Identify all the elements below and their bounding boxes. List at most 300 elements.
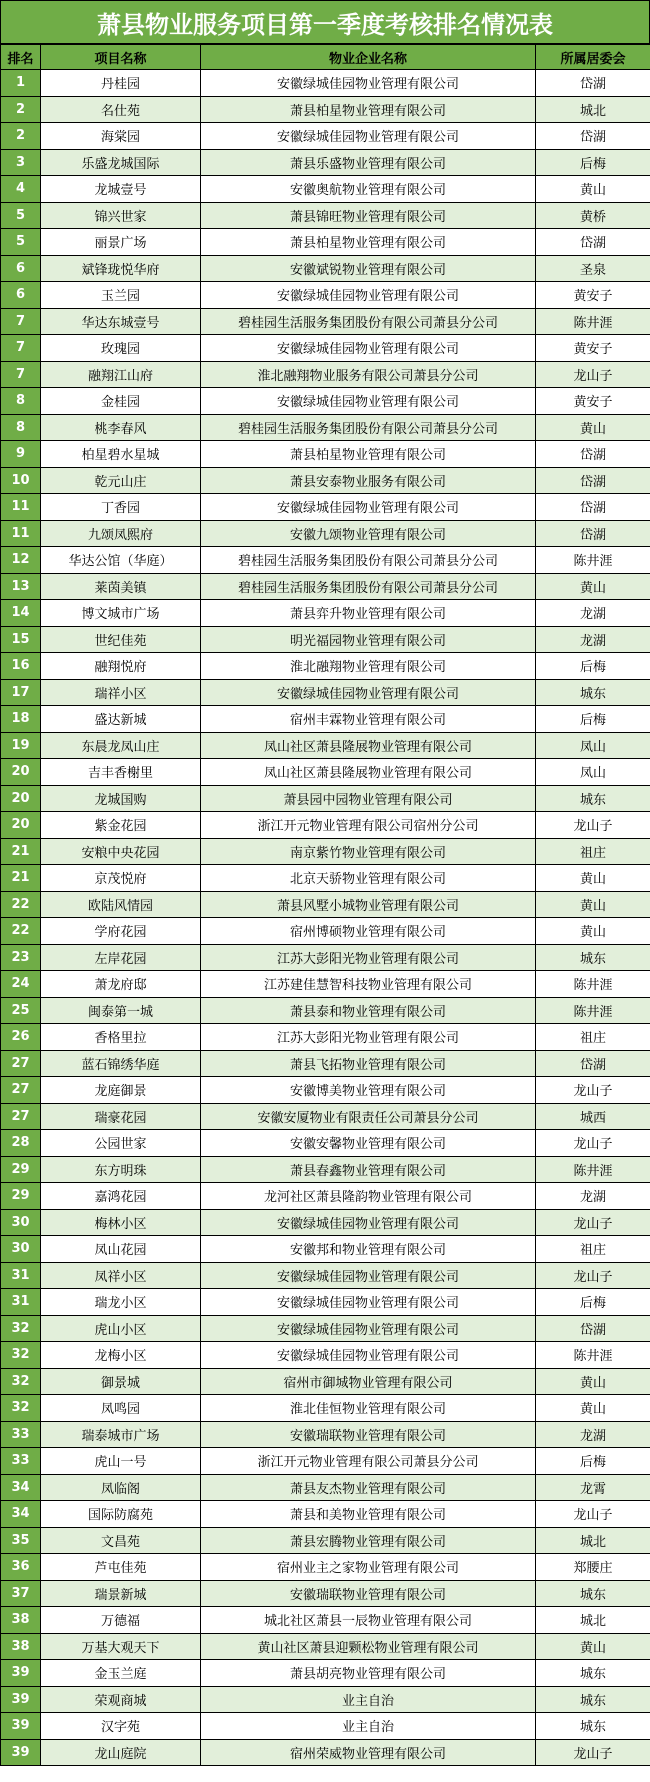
table-row bbox=[1, 653, 650, 680]
committee-cell: 城东 bbox=[536, 1686, 650, 1713]
project-name-cell: 融翔江山府 bbox=[41, 361, 201, 388]
column-header-project: 项目名称 bbox=[41, 45, 201, 70]
rank-cell: 4 bbox=[1, 176, 41, 203]
rank-cell: 13 bbox=[1, 573, 41, 600]
column-header-rank: 排名 bbox=[1, 45, 41, 70]
committee-cell: 城北 bbox=[536, 1527, 650, 1554]
committee-cell: 后梅 bbox=[536, 1448, 650, 1475]
committee-cell: 陈井涯 bbox=[536, 1156, 650, 1183]
company-name-cell: 萧县弈升物业管理有限公司 bbox=[201, 600, 536, 627]
project-name-cell: 瑞豪花园 bbox=[41, 1103, 201, 1130]
project-name-cell: 桃李春风 bbox=[41, 414, 201, 441]
committee-cell: 龙山子 bbox=[536, 1262, 650, 1289]
company-name-cell: 业主自治 bbox=[201, 1686, 536, 1713]
table-row bbox=[1, 361, 650, 388]
company-name-cell: 业主自治 bbox=[201, 1713, 536, 1740]
rank-cell: 7 bbox=[1, 361, 41, 388]
rank-cell: 39 bbox=[1, 1686, 41, 1713]
project-name-cell: 华达公馆（华庭） bbox=[41, 547, 201, 574]
table-row bbox=[1, 1713, 650, 1740]
committee-cell: 黄山 bbox=[536, 176, 650, 203]
committee-cell: 龙山子 bbox=[536, 812, 650, 839]
rank-cell: 18 bbox=[1, 706, 41, 733]
table-row bbox=[1, 1554, 650, 1581]
company-name-cell: 江苏大彭阳光物业管理有限公司 bbox=[201, 1024, 536, 1051]
rank-cell: 16 bbox=[1, 653, 41, 680]
company-name-cell: 萧县柏星物业管理有限公司 bbox=[201, 441, 536, 468]
project-name-cell: 九颂凤熙府 bbox=[41, 520, 201, 547]
company-name-cell: 碧桂园生活服务集团股份有限公司萧县分公司 bbox=[201, 308, 536, 335]
committee-cell: 祖庄 bbox=[536, 838, 650, 865]
company-name-cell: 萧县胡亮物业管理有限公司 bbox=[201, 1660, 536, 1687]
table-row bbox=[1, 149, 650, 176]
rank-cell: 21 bbox=[1, 865, 41, 892]
committee-cell: 龙山子 bbox=[536, 1130, 650, 1157]
company-name-cell: 碧桂园生活服务集团股份有限公司萧县分公司 bbox=[201, 547, 536, 574]
rank-cell: 30 bbox=[1, 1236, 41, 1263]
project-name-cell: 闽泰第一城 bbox=[41, 997, 201, 1024]
table-row bbox=[1, 812, 650, 839]
company-name-cell: 萧县宏腾物业管理有限公司 bbox=[201, 1527, 536, 1554]
company-name-cell: 安徽绿城佳园物业管理有限公司 bbox=[201, 388, 536, 415]
committee-cell: 黄山 bbox=[536, 1368, 650, 1395]
rank-cell: 5 bbox=[1, 229, 41, 256]
project-name-cell: 安粮中央花园 bbox=[41, 838, 201, 865]
company-name-cell: 安徽博美物业管理有限公司 bbox=[201, 1077, 536, 1104]
committee-cell: 龙湖 bbox=[536, 600, 650, 627]
project-name-cell: 东方明珠 bbox=[41, 1156, 201, 1183]
project-name-cell: 玫瑰园 bbox=[41, 335, 201, 362]
company-name-cell: 淮北融翔物业服务有限公司萧县分公司 bbox=[201, 361, 536, 388]
project-name-cell: 名仕苑 bbox=[41, 96, 201, 123]
rank-cell: 33 bbox=[1, 1448, 41, 1475]
rank-cell: 32 bbox=[1, 1315, 41, 1342]
project-name-cell: 龙山庭院 bbox=[41, 1739, 201, 1766]
table-row bbox=[1, 1024, 650, 1051]
company-name-cell: 萧县飞拓物业管理有限公司 bbox=[201, 1050, 536, 1077]
company-name-cell: 明光福园物业管理有限公司 bbox=[201, 626, 536, 653]
table-row bbox=[1, 96, 650, 123]
table-row bbox=[1, 70, 650, 97]
company-name-cell: 淮北融翔物业管理有限公司 bbox=[201, 653, 536, 680]
rank-cell: 27 bbox=[1, 1103, 41, 1130]
project-name-cell: 瑞泰城市广场 bbox=[41, 1421, 201, 1448]
committee-cell: 岱湖 bbox=[536, 123, 650, 150]
committee-cell: 岱湖 bbox=[536, 229, 650, 256]
rank-cell: 7 bbox=[1, 308, 41, 335]
project-name-cell: 丽景广场 bbox=[41, 229, 201, 256]
project-name-cell: 龙庭御景 bbox=[41, 1077, 201, 1104]
table-row bbox=[1, 573, 650, 600]
table-row bbox=[1, 388, 650, 415]
company-name-cell: 江苏建佳慧智科技物业管理有限公司 bbox=[201, 971, 536, 998]
company-name-cell: 江苏大彭阳光物业管理有限公司 bbox=[201, 944, 536, 971]
committee-cell: 龙山子 bbox=[536, 1501, 650, 1528]
table-row bbox=[1, 1209, 650, 1236]
company-name-cell: 安徽斌锐物业管理有限公司 bbox=[201, 255, 536, 282]
company-name-cell: 安徽绿城佳园物业管理有限公司 bbox=[201, 679, 536, 706]
committee-cell: 城东 bbox=[536, 785, 650, 812]
company-name-cell: 安徽绿城佳园物业管理有限公司 bbox=[201, 1209, 536, 1236]
table-row bbox=[1, 308, 650, 335]
company-name-cell: 萧县友杰物业管理有限公司 bbox=[201, 1474, 536, 1501]
committee-cell: 黄山 bbox=[536, 918, 650, 945]
project-name-cell: 御景城 bbox=[41, 1368, 201, 1395]
table-row bbox=[1, 176, 650, 203]
table-row bbox=[1, 785, 650, 812]
company-name-cell: 碧桂园生活服务集团股份有限公司萧县分公司 bbox=[201, 414, 536, 441]
company-name-cell: 南京紫竹物业管理有限公司 bbox=[201, 838, 536, 865]
rank-cell: 6 bbox=[1, 282, 41, 309]
project-name-cell: 丁香园 bbox=[41, 494, 201, 521]
project-name-cell: 柏星碧水星城 bbox=[41, 441, 201, 468]
project-name-cell: 虎山小区 bbox=[41, 1315, 201, 1342]
rank-cell: 30 bbox=[1, 1209, 41, 1236]
project-name-cell: 国际防腐苑 bbox=[41, 1501, 201, 1528]
header-row bbox=[1, 45, 650, 70]
rank-cell: 21 bbox=[1, 838, 41, 865]
table-row bbox=[1, 1130, 650, 1157]
committee-cell: 龙山子 bbox=[536, 1077, 650, 1104]
committee-cell: 龙山子 bbox=[536, 1209, 650, 1236]
table-row bbox=[1, 1660, 650, 1687]
company-name-cell: 安徽绿城佳园物业管理有限公司 bbox=[201, 123, 536, 150]
company-name-cell: 宿州丰霖物业管理有限公司 bbox=[201, 706, 536, 733]
committee-cell: 陈井涯 bbox=[536, 997, 650, 1024]
company-name-cell: 萧县安泰物业服务有限公司 bbox=[201, 467, 536, 494]
rank-cell: 27 bbox=[1, 1050, 41, 1077]
rank-cell: 32 bbox=[1, 1368, 41, 1395]
rank-cell: 2 bbox=[1, 123, 41, 150]
rank-cell: 11 bbox=[1, 520, 41, 547]
project-name-cell: 斌锋珑悦华府 bbox=[41, 255, 201, 282]
committee-cell: 龙山子 bbox=[536, 361, 650, 388]
table-row bbox=[1, 732, 650, 759]
rank-cell: 7 bbox=[1, 335, 41, 362]
committee-cell: 陈井涯 bbox=[536, 971, 650, 998]
company-name-cell: 城北社区萧县一辰物业管理有限公司 bbox=[201, 1607, 536, 1634]
table-row bbox=[1, 600, 650, 627]
committee-cell: 城北 bbox=[536, 96, 650, 123]
rank-cell: 34 bbox=[1, 1501, 41, 1528]
committee-cell: 黄安子 bbox=[536, 388, 650, 415]
rank-cell: 36 bbox=[1, 1554, 41, 1581]
committee-cell: 岱湖 bbox=[536, 467, 650, 494]
rank-cell: 19 bbox=[1, 732, 41, 759]
project-name-cell: 万德福 bbox=[41, 1607, 201, 1634]
company-name-cell: 宿州博硕物业管理有限公司 bbox=[201, 918, 536, 945]
company-name-cell: 萧县柏星物业管理有限公司 bbox=[201, 96, 536, 123]
project-name-cell: 荣观商城 bbox=[41, 1686, 201, 1713]
project-name-cell: 东晨龙凤山庄 bbox=[41, 732, 201, 759]
table-row bbox=[1, 123, 650, 150]
table-row bbox=[1, 1580, 650, 1607]
column-header-company: 物业企业名称 bbox=[201, 45, 536, 70]
project-name-cell: 华达东城壹号 bbox=[41, 308, 201, 335]
table-row bbox=[1, 1421, 650, 1448]
project-name-cell: 蓝石锦绣华庭 bbox=[41, 1050, 201, 1077]
project-name-cell: 瑞景新城 bbox=[41, 1580, 201, 1607]
table-row bbox=[1, 1236, 650, 1263]
project-name-cell: 金玉兰庭 bbox=[41, 1660, 201, 1687]
rank-cell: 1 bbox=[1, 70, 41, 97]
company-name-cell: 安徽瑞联物业管理有限公司 bbox=[201, 1421, 536, 1448]
rank-cell: 14 bbox=[1, 600, 41, 627]
project-name-cell: 博文城市广场 bbox=[41, 600, 201, 627]
rank-cell: 31 bbox=[1, 1262, 41, 1289]
column-header-committee: 所属居委会 bbox=[536, 45, 650, 70]
project-name-cell: 金桂园 bbox=[41, 388, 201, 415]
table-row bbox=[1, 1183, 650, 1210]
table-row bbox=[1, 1607, 650, 1634]
project-name-cell: 龙梅小区 bbox=[41, 1342, 201, 1369]
committee-cell: 龙湖 bbox=[536, 626, 650, 653]
project-name-cell: 香格里拉 bbox=[41, 1024, 201, 1051]
rank-cell: 10 bbox=[1, 467, 41, 494]
rank-cell: 37 bbox=[1, 1580, 41, 1607]
table-body bbox=[1, 70, 650, 1766]
company-name-cell: 安徽奥航物业管理有限公司 bbox=[201, 176, 536, 203]
rank-cell: 12 bbox=[1, 547, 41, 574]
committee-cell: 黄山 bbox=[536, 865, 650, 892]
table-row bbox=[1, 891, 650, 918]
committee-cell: 圣泉 bbox=[536, 255, 650, 282]
company-name-cell: 北京天骄物业管理有限公司 bbox=[201, 865, 536, 892]
table-row bbox=[1, 1342, 650, 1369]
committee-cell: 岱湖 bbox=[536, 1050, 650, 1077]
project-name-cell: 梅林小区 bbox=[41, 1209, 201, 1236]
company-name-cell: 安徽绿城佳园物业管理有限公司 bbox=[201, 282, 536, 309]
project-name-cell: 锦兴世家 bbox=[41, 202, 201, 229]
table-row bbox=[1, 494, 650, 521]
rank-cell: 33 bbox=[1, 1421, 41, 1448]
table-row bbox=[1, 202, 650, 229]
rank-cell: 26 bbox=[1, 1024, 41, 1051]
rank-cell: 28 bbox=[1, 1130, 41, 1157]
committee-cell: 后梅 bbox=[536, 149, 650, 176]
committee-cell: 城东 bbox=[536, 1580, 650, 1607]
company-name-cell: 淮北佳恒物业管理有限公司 bbox=[201, 1395, 536, 1422]
company-name-cell: 宿州荣威物业管理有限公司 bbox=[201, 1739, 536, 1766]
committee-cell: 凤山 bbox=[536, 759, 650, 786]
committee-cell: 城北 bbox=[536, 1607, 650, 1634]
company-name-cell: 宿州市御城物业管理有限公司 bbox=[201, 1368, 536, 1395]
project-name-cell: 瑞龙小区 bbox=[41, 1289, 201, 1316]
project-name-cell: 龙城壹号 bbox=[41, 176, 201, 203]
rank-cell: 39 bbox=[1, 1739, 41, 1766]
committee-cell: 岱湖 bbox=[536, 70, 650, 97]
company-name-cell: 黄山社区萧县迎颗松物业管理有限公司 bbox=[201, 1633, 536, 1660]
project-name-cell: 欧陆风情园 bbox=[41, 891, 201, 918]
rank-cell: 32 bbox=[1, 1342, 41, 1369]
company-name-cell: 安徽绿城佳园物业管理有限公司 bbox=[201, 494, 536, 521]
committee-cell: 城东 bbox=[536, 944, 650, 971]
project-name-cell: 海棠园 bbox=[41, 123, 201, 150]
rank-cell: 35 bbox=[1, 1527, 41, 1554]
committee-cell: 祖庄 bbox=[536, 1024, 650, 1051]
committee-cell: 陈井涯 bbox=[536, 308, 650, 335]
committee-cell: 黄安子 bbox=[536, 335, 650, 362]
committee-cell: 凤山 bbox=[536, 732, 650, 759]
company-name-cell: 碧桂园生活服务集团股份有限公司萧县分公司 bbox=[201, 573, 536, 600]
rank-cell: 34 bbox=[1, 1474, 41, 1501]
committee-cell: 岱湖 bbox=[536, 1315, 650, 1342]
table-row bbox=[1, 1103, 650, 1130]
table-row bbox=[1, 997, 650, 1024]
committee-cell: 城东 bbox=[536, 1660, 650, 1687]
table-row bbox=[1, 1448, 650, 1475]
table-row bbox=[1, 1527, 650, 1554]
project-name-cell: 公园世家 bbox=[41, 1130, 201, 1157]
table-row bbox=[1, 1050, 650, 1077]
project-name-cell: 融翔悦府 bbox=[41, 653, 201, 680]
table-row bbox=[1, 759, 650, 786]
committee-cell: 陈井涯 bbox=[536, 547, 650, 574]
rank-cell: 5 bbox=[1, 202, 41, 229]
project-name-cell: 乐盛龙城国际 bbox=[41, 149, 201, 176]
company-name-cell: 安徽安厦物业有限责任公司萧县分公司 bbox=[201, 1103, 536, 1130]
project-name-cell: 莱茵美镇 bbox=[41, 573, 201, 600]
company-name-cell: 安徽绿城佳园物业管理有限公司 bbox=[201, 1315, 536, 1342]
company-name-cell: 萧县风墅小城物业管理有限公司 bbox=[201, 891, 536, 918]
company-name-cell: 安徽九颂物业管理有限公司 bbox=[201, 520, 536, 547]
project-name-cell: 嘉鸿花园 bbox=[41, 1183, 201, 1210]
project-name-cell: 学府花园 bbox=[41, 918, 201, 945]
company-name-cell: 萧县泰和物业管理有限公司 bbox=[201, 997, 536, 1024]
rank-cell: 25 bbox=[1, 997, 41, 1024]
company-name-cell: 宿州业主之家物业管理有限公司 bbox=[201, 1554, 536, 1581]
project-name-cell: 紫金花园 bbox=[41, 812, 201, 839]
table-row bbox=[1, 1686, 650, 1713]
table-row bbox=[1, 467, 650, 494]
committee-cell: 黄桥 bbox=[536, 202, 650, 229]
table-row bbox=[1, 282, 650, 309]
project-name-cell: 芦屯佳苑 bbox=[41, 1554, 201, 1581]
company-name-cell: 安徽绿城佳园物业管理有限公司 bbox=[201, 1342, 536, 1369]
table-row bbox=[1, 229, 650, 256]
rank-cell: 23 bbox=[1, 944, 41, 971]
committee-cell: 后梅 bbox=[536, 1289, 650, 1316]
page-title: 萧县物业服务项目第一季度考核排名情况表 bbox=[0, 0, 650, 44]
committee-cell: 岱湖 bbox=[536, 441, 650, 468]
project-name-cell: 世纪佳苑 bbox=[41, 626, 201, 653]
project-name-cell: 汉字苑 bbox=[41, 1713, 201, 1740]
company-name-cell: 龙河社区萧县隆韵物业管理有限公司 bbox=[201, 1183, 536, 1210]
project-name-cell: 龙城国购 bbox=[41, 785, 201, 812]
project-name-cell: 左岸花园 bbox=[41, 944, 201, 971]
rank-cell: 38 bbox=[1, 1607, 41, 1634]
table-row bbox=[1, 679, 650, 706]
project-name-cell: 万基大观天下 bbox=[41, 1633, 201, 1660]
project-name-cell: 萧龙府邸 bbox=[41, 971, 201, 998]
rank-cell: 8 bbox=[1, 414, 41, 441]
committee-cell: 黄山 bbox=[536, 573, 650, 600]
rank-cell: 39 bbox=[1, 1713, 41, 1740]
table-row bbox=[1, 1262, 650, 1289]
company-name-cell: 安徽安馨物业管理有限公司 bbox=[201, 1130, 536, 1157]
table-row bbox=[1, 547, 650, 574]
committee-cell: 后梅 bbox=[536, 653, 650, 680]
rank-cell: 27 bbox=[1, 1077, 41, 1104]
company-name-cell: 浙江开元物业管理有限公司宿州分公司 bbox=[201, 812, 536, 839]
committee-cell: 陈井涯 bbox=[536, 1342, 650, 1369]
table-row bbox=[1, 335, 650, 362]
rank-cell: 8 bbox=[1, 388, 41, 415]
table-row bbox=[1, 520, 650, 547]
company-name-cell: 萧县柏星物业管理有限公司 bbox=[201, 229, 536, 256]
company-name-cell: 浙江开元物业管理有限公司萧县分公司 bbox=[201, 1448, 536, 1475]
company-name-cell: 萧县春鑫物业管理有限公司 bbox=[201, 1156, 536, 1183]
project-name-cell: 盛达新城 bbox=[41, 706, 201, 733]
company-name-cell: 安徽绿城佳园物业管理有限公司 bbox=[201, 1289, 536, 1316]
table-row bbox=[1, 1289, 650, 1316]
committee-cell: 黄山 bbox=[536, 1633, 650, 1660]
table-row bbox=[1, 1368, 650, 1395]
table-header bbox=[1, 45, 650, 70]
table-row bbox=[1, 414, 650, 441]
committee-cell: 城西 bbox=[536, 1103, 650, 1130]
project-name-cell: 乾元山庄 bbox=[41, 467, 201, 494]
committee-cell: 黄安子 bbox=[536, 282, 650, 309]
project-name-cell: 玉兰园 bbox=[41, 282, 201, 309]
committee-cell: 郑腰庄 bbox=[536, 1554, 650, 1581]
company-name-cell: 凤山社区萧县隆展物业管理有限公司 bbox=[201, 732, 536, 759]
ranking-table bbox=[0, 44, 650, 1766]
rank-cell: 22 bbox=[1, 891, 41, 918]
table-row bbox=[1, 1156, 650, 1183]
committee-cell: 祖庄 bbox=[536, 1236, 650, 1263]
project-name-cell: 虎山一号 bbox=[41, 1448, 201, 1475]
rank-cell: 31 bbox=[1, 1289, 41, 1316]
rank-cell: 9 bbox=[1, 441, 41, 468]
table-row bbox=[1, 865, 650, 892]
rank-cell: 22 bbox=[1, 918, 41, 945]
project-name-cell: 吉丰香榭里 bbox=[41, 759, 201, 786]
committee-cell: 岱湖 bbox=[536, 520, 650, 547]
rank-cell: 15 bbox=[1, 626, 41, 653]
company-name-cell: 安徽瑞联物业管理有限公司 bbox=[201, 1580, 536, 1607]
table-row bbox=[1, 1315, 650, 1342]
rank-cell: 39 bbox=[1, 1660, 41, 1687]
company-name-cell: 萧县园中园物业管理有限公司 bbox=[201, 785, 536, 812]
rank-cell: 29 bbox=[1, 1156, 41, 1183]
table-row bbox=[1, 1501, 650, 1528]
company-name-cell: 安徽绿城佳园物业管理有限公司 bbox=[201, 335, 536, 362]
table-row bbox=[1, 1633, 650, 1660]
table-row bbox=[1, 1739, 650, 1766]
company-name-cell: 萧县锦旺物业管理有限公司 bbox=[201, 202, 536, 229]
committee-cell: 后梅 bbox=[536, 706, 650, 733]
company-name-cell: 安徽绿城佳园物业管理有限公司 bbox=[201, 1262, 536, 1289]
committee-cell: 黄山 bbox=[536, 414, 650, 441]
rank-cell: 24 bbox=[1, 971, 41, 998]
committee-cell: 岱湖 bbox=[536, 494, 650, 521]
company-name-cell: 萧县乐盛物业管理有限公司 bbox=[201, 149, 536, 176]
table-row bbox=[1, 918, 650, 945]
rank-cell: 6 bbox=[1, 255, 41, 282]
company-name-cell: 凤山社区萧县隆展物业管理有限公司 bbox=[201, 759, 536, 786]
project-name-cell: 凤鸣园 bbox=[41, 1395, 201, 1422]
company-name-cell: 萧县和美物业管理有限公司 bbox=[201, 1501, 536, 1528]
rank-cell: 20 bbox=[1, 785, 41, 812]
company-name-cell: 安徽绿城佳园物业管理有限公司 bbox=[201, 70, 536, 97]
table-row bbox=[1, 626, 650, 653]
project-name-cell: 凤祥小区 bbox=[41, 1262, 201, 1289]
committee-cell: 黄山 bbox=[536, 1395, 650, 1422]
table-row bbox=[1, 706, 650, 733]
rank-cell: 17 bbox=[1, 679, 41, 706]
table-row bbox=[1, 1077, 650, 1104]
